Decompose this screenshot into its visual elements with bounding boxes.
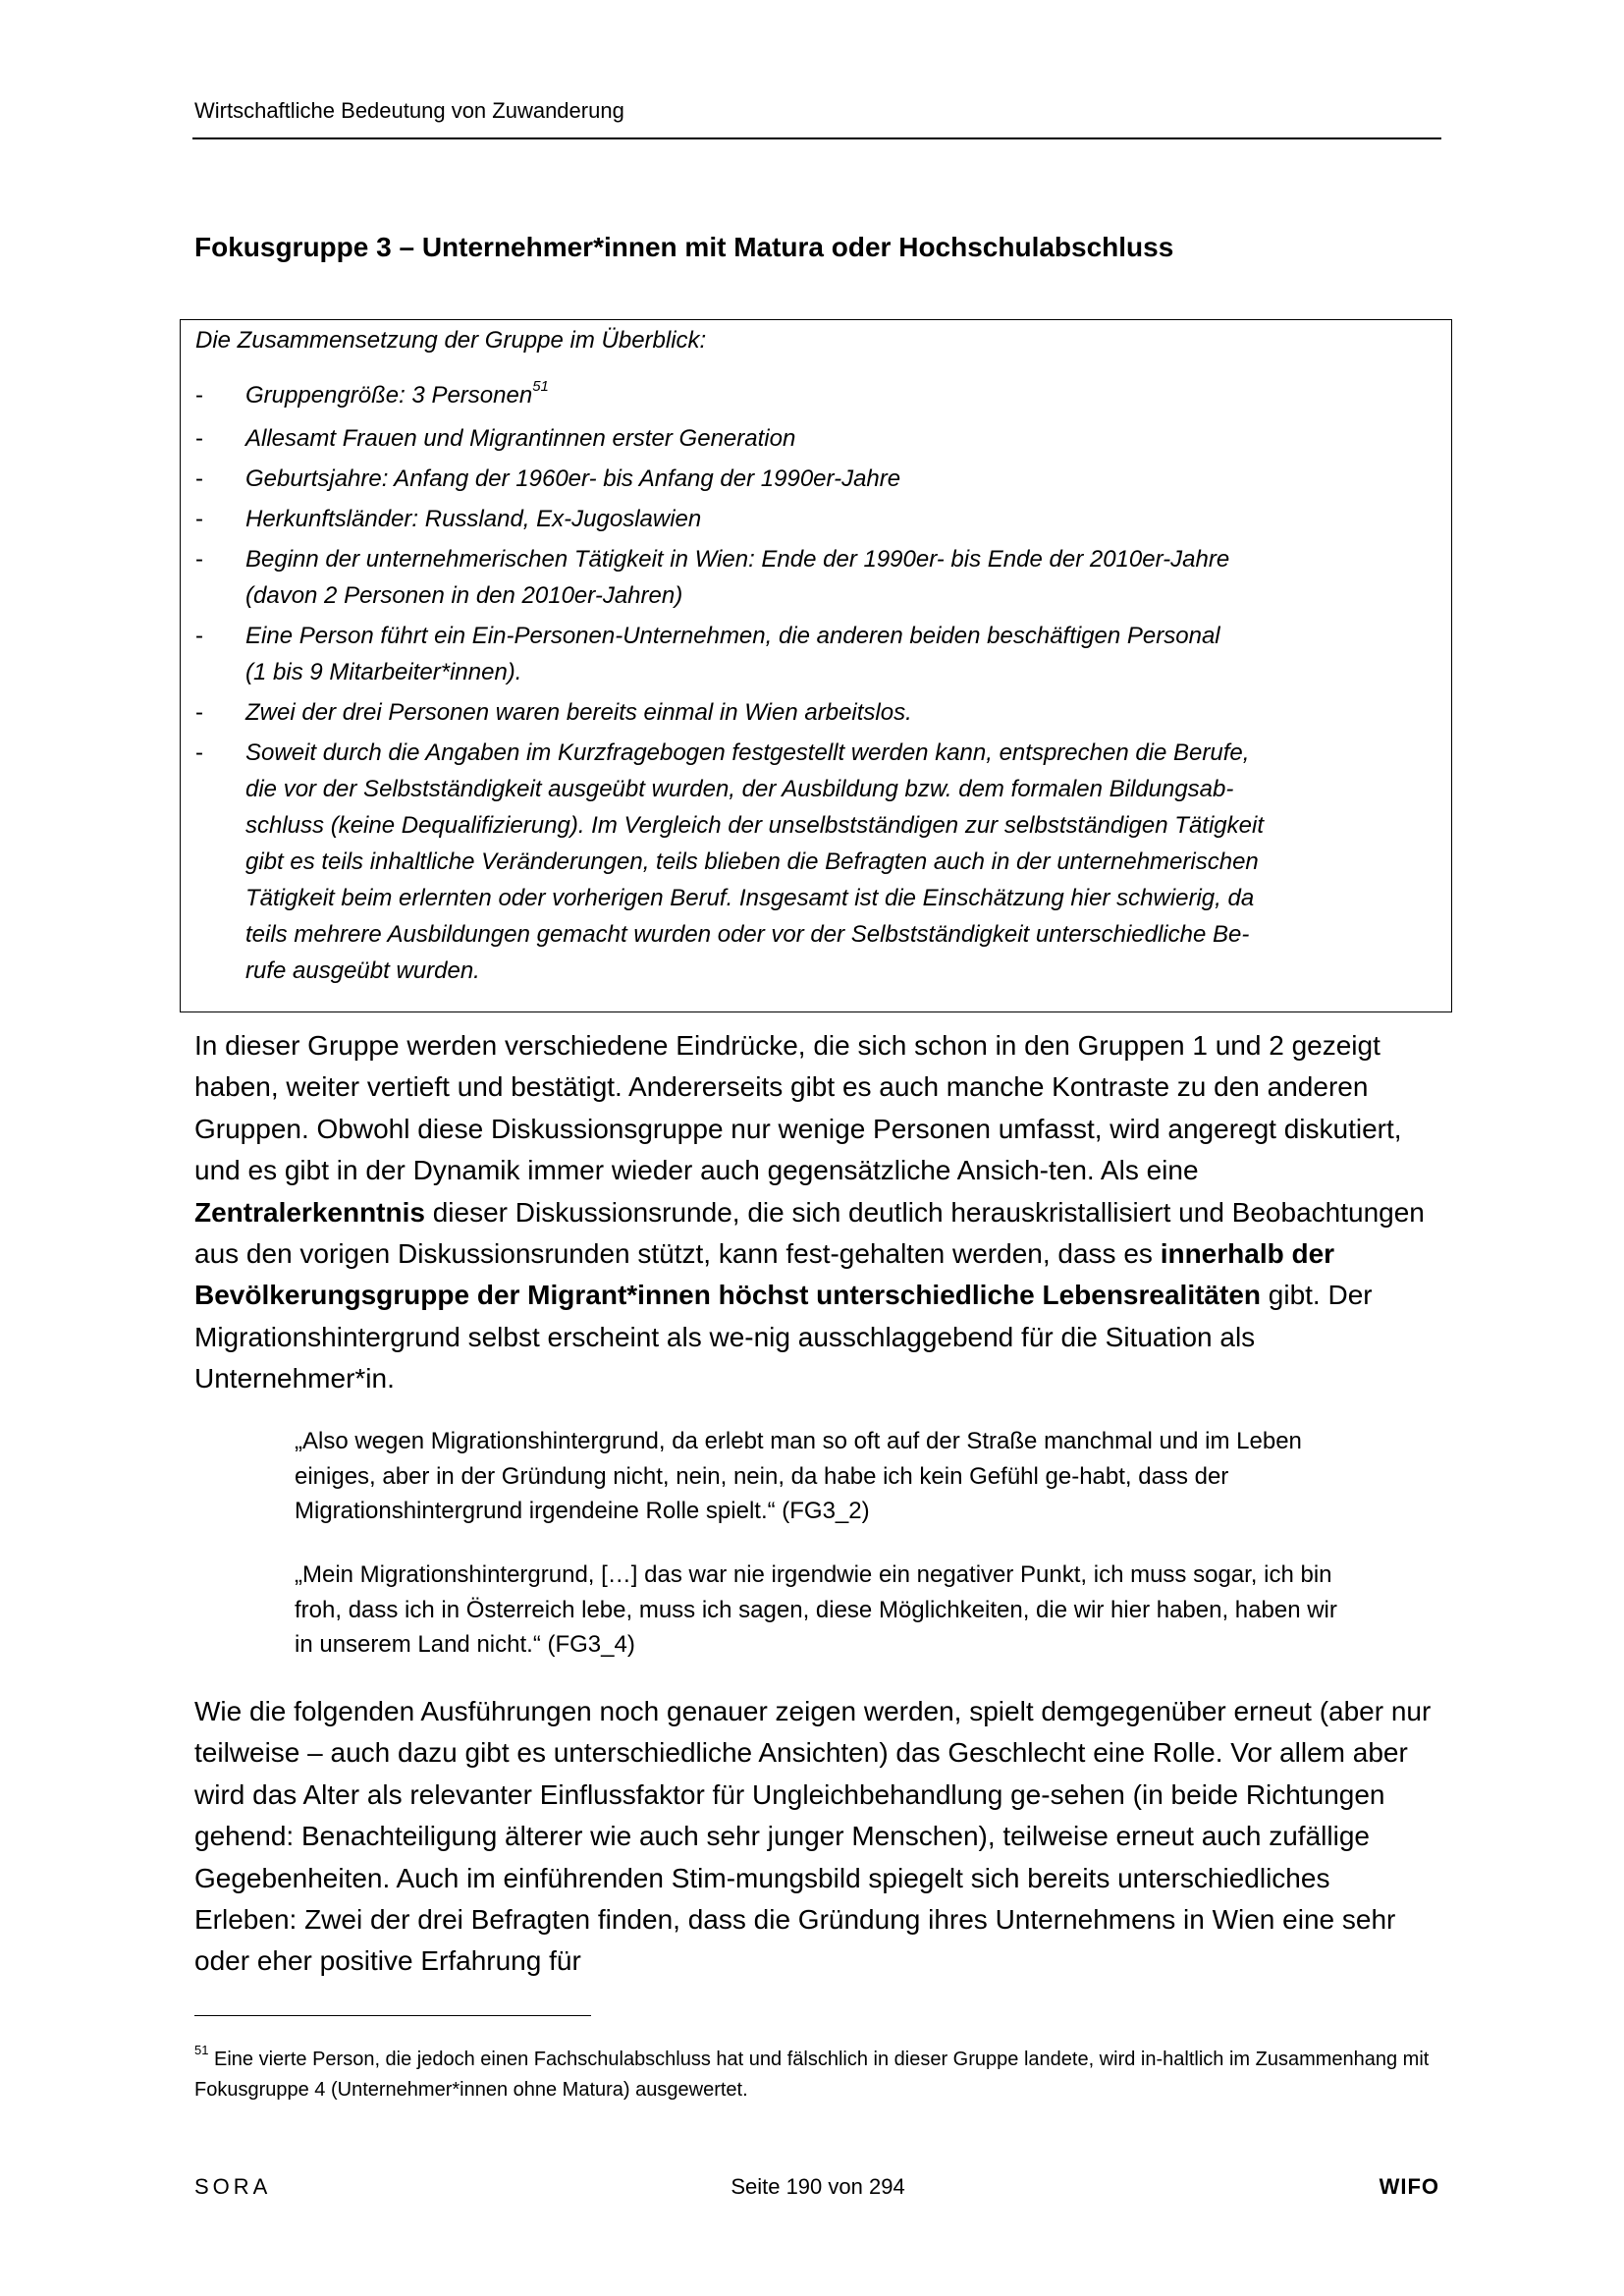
list-item-line: (1 bis 9 Mitarbeiter*innen). (245, 659, 522, 685)
list-item-line: (davon 2 Personen in den 2010er-Jahren) (245, 582, 683, 609)
list-item-line: Allesamt Frauen und Migrantinnen erster Generation (245, 425, 796, 452)
quote-1: „Also wegen Migrationshintergrund, da erlebt man so oft auf der Straße manchmal und im Leben einiges, aber in der Gründung nicht, nein, nein, da habe ich kein Gefühl ge-habt, dass der Migrationshintergrund irgendeine Rolle spielt.“ (FG3_2) (295, 1428, 1302, 1524)
list-item (181, 501, 1451, 537)
footnote-number: 51 (194, 2043, 209, 2058)
list-item (181, 694, 1451, 731)
list-item (181, 618, 1451, 690)
list-item (181, 420, 1451, 457)
footnote-text: Eine vierte Person, die jedoch einen Fachschulabschluss hat und fälschlich in dieser Gruppe landete, wird in-haltlich im Zusammenhang mit Fokusgruppe 4 (Unternehmer*innen ohne Matura) ausgewertet. (194, 2049, 1430, 2101)
bold-term-zentralerkenntnis: Zentralerkenntnis (194, 1196, 425, 1228)
bullet-dash: - (195, 465, 203, 492)
bullet-dash: - (195, 739, 203, 766)
wifo-logo: WIFO (1379, 2174, 1439, 2199)
list-item-line: teils mehrere Ausbildungen gemacht wurden oder vor der Selbstständigkeit unterschiedliche Be- (245, 921, 1250, 948)
list-item-line: Soweit durch die Angaben im Kurzfragebogen festgestellt werden kann, entsprechen die Berufe, (245, 739, 1250, 766)
bullet-dash: - (195, 382, 203, 409)
running-header (192, 98, 1441, 139)
section-title: Fokusgruppe 3 – Unternehmer*innen mit Matura oder Hochschulabschluss (194, 232, 1174, 262)
list-item-line: rufe ausgeübt wurden. (245, 957, 480, 984)
overview-box (180, 319, 1452, 1012)
list-item-line: Beginn der unternehmerischen Tätigkeit in Wien: Ende der 1990er- bis Ende der 2010er-Jahre (245, 546, 1230, 573)
page-footer (194, 2174, 1441, 2210)
bullet-dash: - (195, 546, 203, 573)
overview-list (181, 377, 1451, 993)
overview-intro: Die Zusammensetzung der Gruppe im Überblick: (195, 327, 707, 354)
list-item (181, 377, 1451, 413)
list-item-line: Eine Person führt ein Ein-Personen-Unternehmen, die anderen beiden beschäftigen Personal (245, 623, 1220, 649)
list-item-line: Zwei der drei Personen waren bereits einmal in Wien arbeitslos. (245, 699, 912, 726)
footnote (194, 2045, 1434, 2105)
bullet-dash: - (195, 623, 203, 649)
list-item-line: schluss (keine Dequalifizierung). Im Vergleich der unselbstständigen zur selbstständigen Tätigkeit (245, 812, 1264, 839)
list-item-line: Herkunftsländer: Russland, Ex-Jugoslawien (245, 506, 702, 532)
bold-phrase-lebensrealitaeten: innerhalb der Bevölkerungsgruppe der Migrant*innen höchst unterschiedliche Lebensrealitäten (194, 1238, 1335, 1311)
header-title: Wirtschaftliche Bedeutung von Zuwanderung (194, 98, 624, 123)
sora-logo: SORA (194, 2174, 272, 2199)
list-item (181, 461, 1451, 497)
paragraph-2: Wie die folgenden Ausführungen noch genauer zeigen werden, spielt demgegenüber erneut (aber nur teilweise – auch dazu gibt es unterschiedliche Ansichten) das Geschlecht eine Rolle. Vor allem aber wird das Alter als relevanter Einflussfaktor für Ungleichbehandlung ge-sehen (in beide Richtungen gehend: Benachteiligung älterer wie auch sehr junger Menschen), teilweise erneut auch zufällige Gegebenheiten. Auch im einführenden Stim-mungsbild spiegelt sich bereits unterschiedliches Erleben: Zwei der drei Befragten finden, dass die Gründung ihres Unternehmens in Wien eine sehr oder eher positive Erfahrung für (194, 1696, 1432, 1977)
bullet-dash: - (195, 699, 203, 726)
footnote-divider (194, 2015, 591, 2016)
paragraph-1: In dieser Gruppe werden verschiedene Eindrücke, die sich schon in den Gruppen 1 und 2 gezeigt haben, weiter vertieft und bestätigt. Andererseits gibt es auch manche Kontraste zu den anderen Gruppen. Obwohl diese Diskussionsgruppe nur wenige Personen umfasst, wird angeregt diskutiert, und es gibt in der Dynamik immer wieder auch gegensätzliche Ansich-ten. Als eine Zentralerkenntnis dieser Diskussionsrunde, die sich deutlich herauskristallisiert und Beobachtungen aus den vorigen Diskussionsrunden stützt, kann fest-gehalten werden, dass es innerhalb der Bevölkerungsgruppe der Migrant*innen höchst unterschiedliche Lebensrealitäten gibt. Der Migrationshintergrund selbst erscheint als we-nig ausschlaggebend für die Situation als Unternehmer*in. (194, 1030, 1425, 1394)
list-item (181, 735, 1451, 989)
bullet-dash: - (195, 506, 203, 532)
list-item (181, 541, 1451, 614)
page-number: Seite 190 von 294 (731, 2174, 905, 2199)
quote-2: „Mein Migrationshintergrund, […] das war nie irgendwie ein negativer Punkt, ich muss sogar, ich bin froh, dass ich in Österreich lebe, muss ich sagen, diese Möglichkeiten, die wir hier haben, haben wir in unserem Land nicht.“ (FG3_4) (295, 1561, 1337, 1658)
list-item-line: Tätigkeit beim erlernten oder vorherigen Beruf. Insgesamt ist die Einschätzung hier schwierig, da (245, 885, 1255, 911)
bullet-dash: - (195, 425, 203, 452)
list-item-line: Geburtsjahre: Anfang der 1960er- bis Anfang der 1990er-Jahre (245, 465, 901, 492)
list-item-line: die vor der Selbstständigkeit ausgeübt wurden, der Ausbildung bzw. dem formalen Bildungsab- (245, 776, 1234, 802)
list-item-text: Gruppengröße: 3 Personen (245, 382, 533, 409)
list-item-line: gibt es teils inhaltliche Veränderungen, teils blieben die Befragten auch in der unternehmerischen (245, 848, 1259, 875)
footnote-ref: 51 (532, 378, 549, 395)
